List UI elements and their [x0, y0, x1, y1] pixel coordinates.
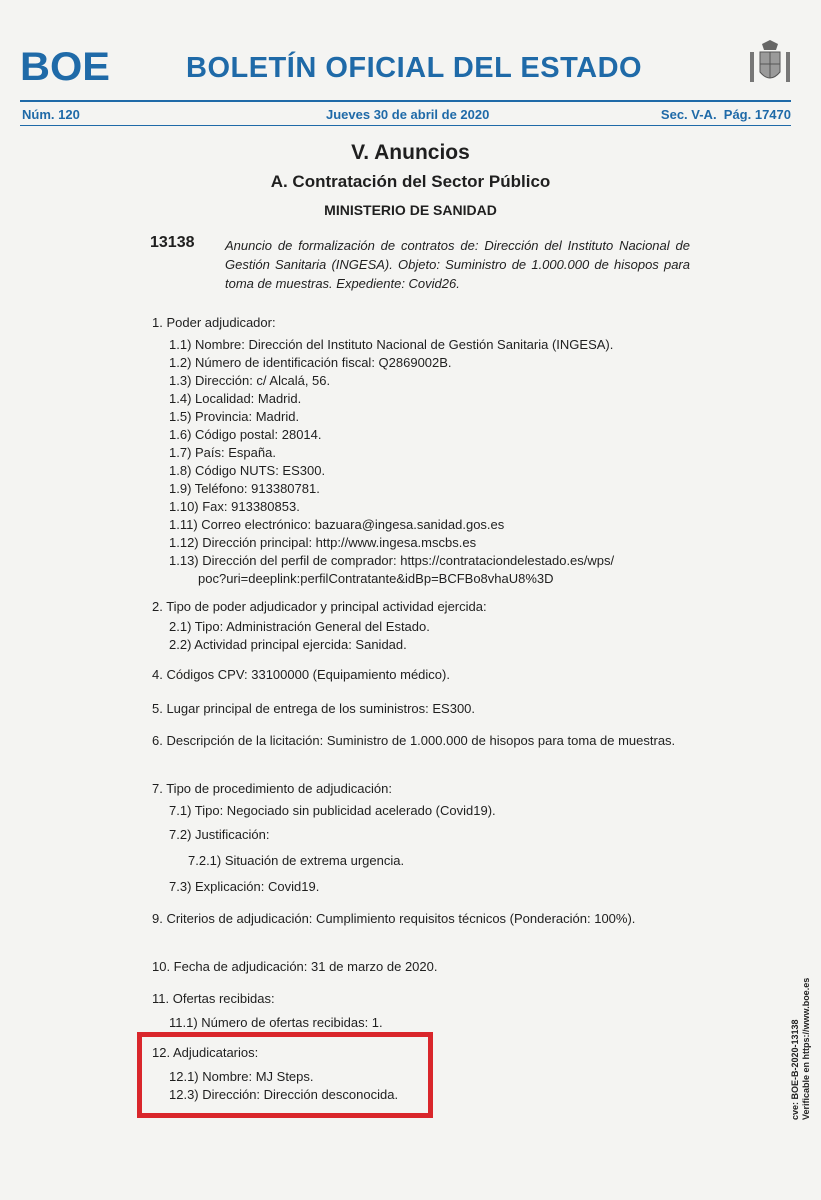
section-1: 1. Poder adjudicador: [152, 315, 276, 330]
item-7-3: 7.3) Explicación: Covid19. [169, 879, 320, 894]
item-1-3: 1.3) Dirección: c/ Alcalá, 56. [169, 373, 331, 388]
ministry-heading: MINISTERIO DE SANIDAD [324, 202, 497, 218]
item-1-13-cont: poc?uri=deeplink:perfilContratante&idBp=BCFBo8vhaU8%3D [198, 571, 554, 586]
section-page: Sec. V-A. Pág. 17470 [660, 107, 791, 122]
item-7-2: 7.2) Justificación: [169, 827, 270, 842]
section-4: 4. Códigos CPV: 33100000 (Equipamiento médico). [152, 667, 450, 682]
item-1-7: 1.7) País: España. [169, 445, 276, 460]
item-1-6: 1.6) Código postal: 28014. [169, 427, 322, 442]
section-10: 10. Fecha de adjudicación: 31 de marzo de 2020. [152, 959, 438, 974]
item-1-12: 1.12) Dirección principal: http://www.ingesa.mscbs.es [169, 535, 477, 550]
section-6: 6. Descripción de la licitación: Suministro de 1.000.000 de hisopos para toma de muestras. [152, 733, 676, 748]
item-2-1: 2.1) Tipo: Administración General del Estado. [169, 619, 430, 634]
item-1-9: 1.9) Teléfono: 913380781. [169, 481, 320, 496]
item-1-13: 1.13) Dirección del perfil de comprador: https://contrataciondelestado.es/wps/ [169, 553, 615, 568]
item-1-2: 1.2) Número de identificación fiscal: Q2869002B. [169, 355, 452, 370]
svg-text:BOE: BOE [20, 45, 110, 86]
section-2: 2. Tipo de poder adjudicador y principal actividad ejercida: [152, 599, 487, 614]
item-1-8: 1.8) Código NUTS: ES300. [169, 463, 326, 478]
verification-sidebar [790, 978, 812, 1120]
section-7: 7. Tipo de procedimiento de adjudicación: [152, 781, 392, 796]
meta-divider [20, 125, 791, 126]
item-1-1: 1.1) Nombre: Dirección del Instituto Nacional de Gestión Sanitaria (INGESA). [169, 337, 614, 352]
cve-code: cve: BOE-B-2020-13138 [790, 1019, 800, 1120]
section-11: 11. Ofertas recibidas: [152, 991, 275, 1006]
coat-of-arms-icon [748, 40, 792, 90]
item-1-5: 1.5) Provincia: Madrid. [169, 409, 300, 424]
item-1-11: 1.11) Correo electrónico: bazuara@ingesa.sanidad.gos.es [169, 517, 505, 532]
item-1-10: 1.10) Fax: 913380853. [169, 499, 300, 514]
item-11-1: 11.1) Número de ofertas recibidas: 1. [169, 1015, 383, 1030]
item-12-1: 12.1) Nombre: MJ Steps. [169, 1069, 314, 1084]
section-9: 9. Criterios de adjudicación: Cumplimiento requisitos técnicos (Ponderación: 100%). [152, 911, 636, 926]
item-12-3: 12.3) Dirección: Dirección desconocida. [169, 1087, 399, 1102]
boe-logo [20, 44, 112, 86]
issue-number: Núm. 120 [22, 107, 80, 122]
section-12: 12. Adjudicatarios: [152, 1045, 259, 1060]
announcement-number: 13138 [150, 234, 195, 251]
section-heading: V. Anuncios [351, 141, 470, 164]
verify-url[interactable]: Verificable en https://www.boe.es [801, 977, 811, 1120]
item-7-2-1: 7.2.1) Situación de extrema urgencia. [188, 853, 405, 868]
issue-date: Jueves 30 de abril de 2020 [326, 107, 490, 122]
item-7-1: 7.1) Tipo: Negociado sin publicidad acelerado (Covid19). [169, 803, 496, 818]
header-divider [20, 100, 791, 102]
header-title: BOLETÍN OFICIAL DEL ESTADO [186, 52, 643, 84]
announcement-summary: Anuncio de formalización de contratos de: Dirección del Instituto Nacional de Gestión Sanitaria (INGESA). Objeto: Suministro de 1.000.000 de hisopos para toma de muestras. Expediente: Covid26. [225, 238, 690, 291]
subsection-heading: A. Contratación del Sector Público [270, 172, 551, 191]
item-1-4: 1.4) Localidad: Madrid. [169, 391, 302, 406]
section-5: 5. Lugar principal de entrega de los suministros: ES300. [152, 701, 476, 716]
item-2-2: 2.2) Actividad principal ejercida: Sanidad. [169, 637, 407, 652]
